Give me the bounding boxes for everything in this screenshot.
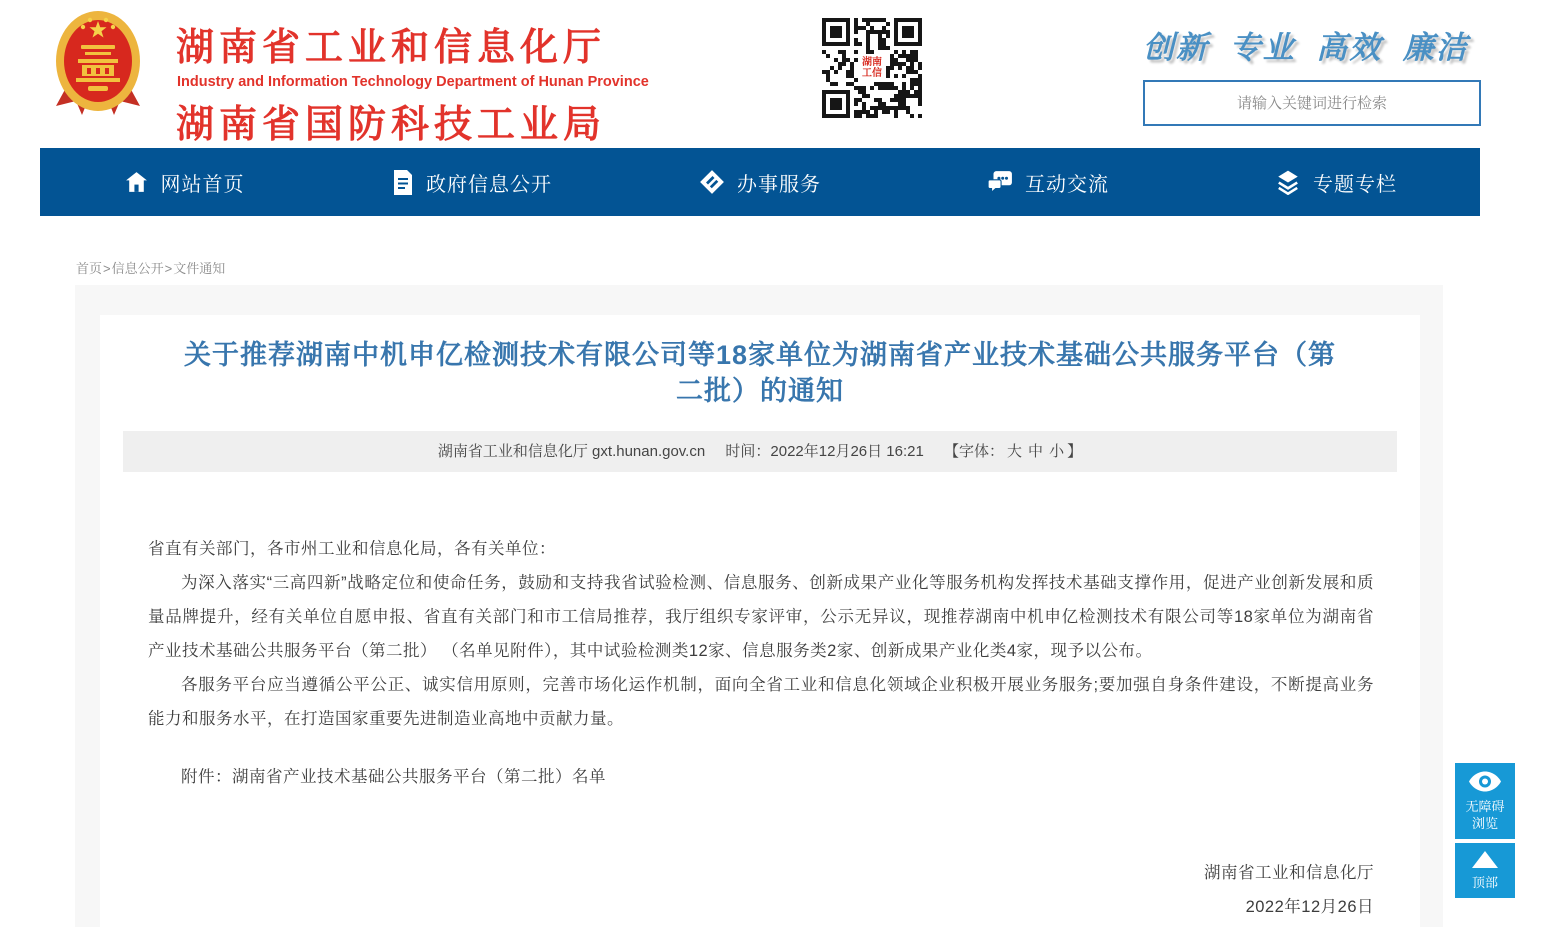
nav-item-label: 办事服务 [737,173,821,196]
nav-item-gov-info[interactable] [328,148,616,216]
layers-icon [1275,169,1301,195]
back-to-top-label: 顶部 [1471,875,1498,890]
accessibility-label: 无障碍浏览 [1465,799,1505,831]
org-names [176,16,649,148]
article-body [100,472,1420,924]
qr-center-label: 湖南工信 [859,57,885,79]
font-size-medium-button[interactable]: 中 [1028,443,1044,460]
nav-item-services[interactable] [616,148,904,216]
signature-block [148,856,1374,924]
breadcrumb-info[interactable]: 信息公开 [111,261,164,276]
breadcrumb-separator: > [103,261,111,276]
nav-item-label: 互动交流 [1025,173,1109,196]
header-right [1143,22,1481,126]
search-input[interactable] [1143,80,1481,126]
up-arrow-icon [1468,851,1502,872]
nav-item-interaction[interactable] [904,148,1192,216]
org-name-cn: 湖南省工业和信息化厅 [176,27,607,69]
org-name-en: Industry and Information Technology Department of Hunan Province [177,74,649,90]
breadcrumb-home[interactable]: 首页 [76,261,103,276]
chat-icon [987,169,1013,195]
national-emblem-icon [54,8,142,127]
article-meta-bar [123,431,1397,472]
document-icon [392,170,414,195]
nav-item-label: 网站首页 [160,173,245,196]
floating-toolbar [1455,763,1515,902]
nav-item-special-topics[interactable] [1192,148,1480,216]
paragraph: 为深入落实“三高四新”战略定位和使命任务，鼓励和支持我省试验检测、信息服务、创新成果产业化等服务机构发挥技术基础支撑作用，促进产业创新发展和质量品牌提升，经有关单位自愿申报、省直有关部门和市工信局推荐，我厅组织专家评审，公示无异议，现推荐湖南中机申亿检测技术有限公司等18家单位为湖南省产业技术基础公共服务平台（第二批） （名单见附件），其中试验检测类12家、信息服务类2家、创新成果产业化类4家，现予以公布。 [148,574,1374,660]
signature-org: 湖南省工业和信息化厅 [1204,864,1374,882]
nav-item-label: 政府信息公开 [426,173,552,196]
article-time: 时间：2022年12月26日 16:21 [725,443,924,460]
back-to-top-button[interactable] [1455,843,1515,898]
handshake-icon [699,169,725,195]
attachment-link[interactable]: 附件：湖南省产业技术基础公共服务平台（第二批）名单 [181,768,606,786]
article-title: 关于推荐湖南中机申亿检测技术有限公司等18家单位为湖南省产业技术基础公共服务平台（第二批）的通知 [183,340,1337,406]
paragraph: 各服务平台应当遵循公平公正、诚实信用原则，完善市场化运作机制，面向全省工业和信息化领域企业积极开展业务服务;要加强自身条件建设，不断提高业务能力和服务水平，在打造国家重要先进制造业高地中贡献力量。 [148,676,1374,728]
font-size-large-button[interactable]: 大 [1007,443,1023,460]
content-panel [75,285,1443,927]
main-nav [40,148,1480,216]
site-header [0,0,1556,148]
signature-date: 2022年12月26日 [1245,898,1374,916]
home-icon [124,170,149,195]
accessibility-button[interactable] [1455,763,1515,839]
nav-item-home[interactable] [40,148,328,216]
breadcrumb-notices[interactable]: 文件通知 [173,261,226,276]
article [100,315,1420,927]
article-source: 湖南省工业和信息化厅 gxt.hunan.gov.cn [437,443,706,460]
org-name-cn2: 湖南省国防科技工业局 [176,104,607,146]
breadcrumb-separator: > [164,261,173,276]
nav-item-label: 专题专栏 [1313,173,1397,196]
breadcrumb [76,258,225,277]
qr-code [822,18,922,118]
slogan-banner: 创新 专业 高效 廉洁 [1143,30,1469,65]
font-size-control: 【字体： 大 中 小 】 [944,443,1083,460]
eye-icon [1468,771,1502,796]
font-size-small-button[interactable]: 小 [1049,443,1065,460]
salutation: 省直有关部门，各市州工业和信息化局，各有关单位： [148,540,556,558]
